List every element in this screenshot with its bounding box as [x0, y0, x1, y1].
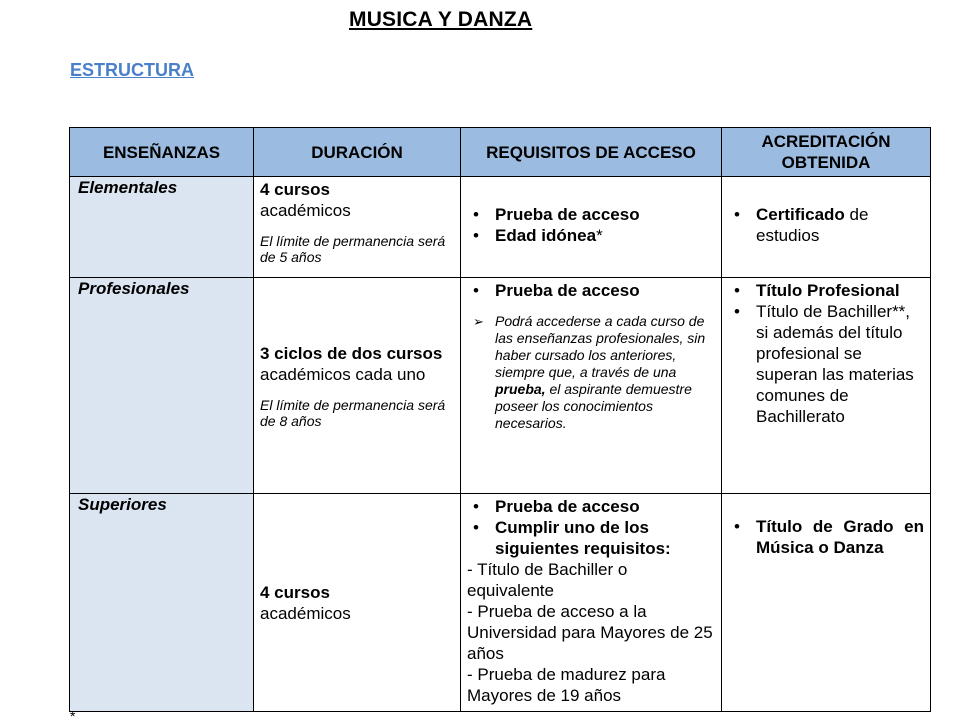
table-row: [70, 494, 931, 712]
sub-requirement: - Prueba de madurez para Mayores de 19 años: [467, 665, 666, 705]
bullet-icon: •: [734, 302, 740, 321]
structure-table: [69, 127, 931, 712]
accreditation-text: Certificado: [756, 205, 845, 224]
list-item: [467, 496, 715, 517]
accreditation-cell: [722, 494, 931, 712]
note-text-end: el aspirante demuestre poseer los conocimientos necesarios.: [495, 381, 692, 431]
list-item: [728, 204, 924, 246]
list-item: [728, 516, 924, 558]
list-item: [467, 517, 715, 559]
list-item: [728, 301, 924, 427]
access-note: [467, 313, 715, 432]
duration-bold: 4 cursos: [260, 180, 330, 199]
sub-requirement: - Prueba de acceso a la Universidad para Mayores de 25 años: [467, 602, 713, 663]
note-text: Podrá accederse a cada curso de las enseñanzas profesionales, sin haber cursado los anteriores, siempre que, a través de una: [495, 313, 706, 380]
accreditation-cell: [722, 278, 931, 494]
duration-rest: académicos cada uno: [260, 364, 426, 384]
bullet-icon: •: [473, 281, 479, 300]
requirement-text: Cumplir uno de los siguientes requisitos:: [495, 518, 671, 558]
bullet-icon: •: [734, 281, 740, 300]
list-item: [467, 280, 715, 301]
duration-note: El límite de permanencia será de 8 años: [260, 396, 446, 429]
accreditation-cell: [722, 177, 931, 278]
table-row: [70, 278, 931, 494]
row-label-superiores: Superiores: [70, 494, 254, 712]
accreditation-text: Título Profesional: [756, 281, 900, 300]
accreditation-text: Título de Grado en Música o Danza: [756, 517, 924, 557]
duration-cell: [254, 278, 461, 494]
list-item: [467, 225, 715, 246]
table-header-row: [70, 128, 931, 177]
requirement-text: Edad idónea: [495, 226, 597, 245]
sub-requirement: - Título de Bachiller o equivalente: [467, 560, 628, 600]
requirement-text: Prueba de acceso: [495, 497, 640, 516]
requirements-cell: [461, 177, 722, 278]
bullet-icon: •: [734, 517, 740, 536]
note-bold: prueba,: [495, 381, 546, 397]
header-acreditacion: ACREDITACIÓN OBTENIDA: [722, 128, 931, 177]
requirement-text: Prueba de acceso: [495, 205, 640, 224]
page-title: MUSICA Y DANZA: [349, 8, 533, 31]
duration-rest: académicos: [260, 603, 351, 623]
duration-rest: académicos: [260, 201, 351, 220]
duration-note: El límite de permanencia será de 5 años: [260, 233, 446, 265]
header-ensenanzas: ENSEÑANZAS: [70, 128, 254, 177]
row-label-profesionales: Profesionales: [70, 278, 254, 494]
accreditation-text: Título de Bachiller**, si además del título profesional se superan las materias comunes de Bachillerato: [756, 302, 914, 426]
footnote-marker: *: [70, 708, 76, 720]
requirement-text: Prueba de acceso: [495, 281, 640, 300]
list-item: [467, 204, 715, 225]
list-item: [728, 280, 924, 301]
bullet-icon: •: [734, 205, 740, 224]
section-heading: ESTRUCTURA: [70, 60, 194, 80]
duration-bold: 3 ciclos de dos cursos: [260, 343, 443, 363]
accreditation-suffix: de estudios: [756, 205, 869, 245]
requirement-suffix: *: [596, 226, 603, 245]
duration-bold: 4 cursos: [260, 582, 330, 602]
bullet-icon: •: [473, 226, 479, 245]
table-row: [70, 177, 931, 278]
header-requisitos: REQUISITOS DE ACCESO: [461, 128, 722, 177]
row-label-elementales: Elementales: [70, 177, 254, 278]
duration-cell: [254, 494, 461, 712]
header-duracion: DURACIÓN: [254, 128, 461, 177]
bullet-icon: •: [473, 497, 479, 516]
requirements-cell: [461, 494, 722, 712]
arrow-bullet-icon: ➢: [473, 314, 484, 329]
requirements-cell: [461, 278, 722, 494]
duration-cell: [254, 177, 461, 278]
bullet-icon: •: [473, 518, 479, 537]
bullet-icon: •: [473, 205, 479, 224]
